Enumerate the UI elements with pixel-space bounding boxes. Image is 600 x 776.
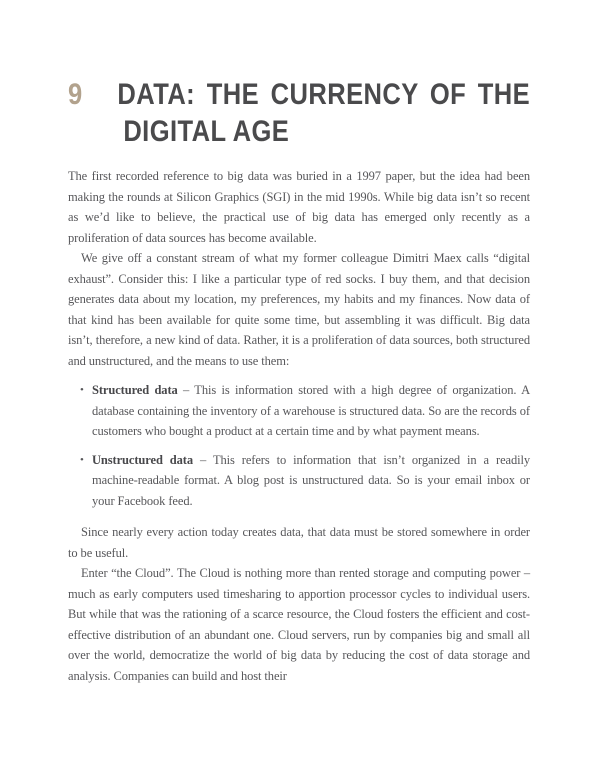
list-item <box>80 380 530 442</box>
paragraph-digital-exhaust: We give off a constant stream of what my former colleague Dimitri Maex calls “digital exhaust”. Consider this: I like a particular type of red socks. I buy them, and that decision generates data about my location, my preferences, my habits and my finances. Now data of that kind has been available for quite some time, but assembling it was difficult. Big data isn’t, therefore, a new kind of data. Rather, it is a proliferation of data sources, both structured and unstructured, and the means to use them: <box>68 251 530 368</box>
bullet-label-structured: Structured data <box>92 383 178 397</box>
paragraph-intro: The first recorded reference to big data was buried in a 1997 paper, but the idea had been making the rounds at Silicon Graphics (SGI) in the mid 1990s. While big data isn’t so recent as we’d like to believe, the practical use of big data has emerged only recently as a proliferation of data sources has become available. <box>68 169 530 245</box>
chapter-title-line2: DIGITAL AGE <box>123 115 290 148</box>
bullet-icon: • <box>80 384 84 396</box>
bullet-label-unstructured: Unstructured data <box>92 452 194 467</box>
paragraph-the-cloud: Enter “the Cloud”. The Cloud is nothing more than rented storage and computing power – much as early computers used timesharing to apportion processor cycles to individual users. But while that was the rationing of a scarce resource, the Cloud fosters the efficient and cost-effective distribution of an abundant one. Cloud servers, run by companies big and small all over the world, democratize the world of big data by reducing the cost of data storage and analysis. Companies can build and host their <box>68 566 530 683</box>
bullet-icon: • <box>80 453 84 466</box>
bullet-body-unstructured: – This refers to information that isn’t organized in a readily machine-readable format. A blog post is unstructured data. So is your email inbox or your Facebook feed. <box>92 452 531 508</box>
bullet-text-structured <box>92 380 530 442</box>
paragraph-data-storage: Since nearly every action today creates data, that data must be stored somewhere in order to be useful. <box>68 525 530 560</box>
bullet-body-structured: – This is information stored with a high degree of organization. A database containing the inventory of a warehouse is structured data. So are the records of customers who bought a product at a certain time and by what payment means. <box>92 383 530 438</box>
bullet-text-unstructured <box>92 450 530 512</box>
chapter-title <box>117 76 530 150</box>
list-item <box>80 450 530 512</box>
body-text <box>68 166 530 686</box>
chapter-heading <box>68 76 530 150</box>
chapter-number: 9 <box>68 78 83 111</box>
bullet-list <box>80 380 530 511</box>
chapter-title-line1: DATA: THE CURRENCY OF THE <box>117 78 531 111</box>
